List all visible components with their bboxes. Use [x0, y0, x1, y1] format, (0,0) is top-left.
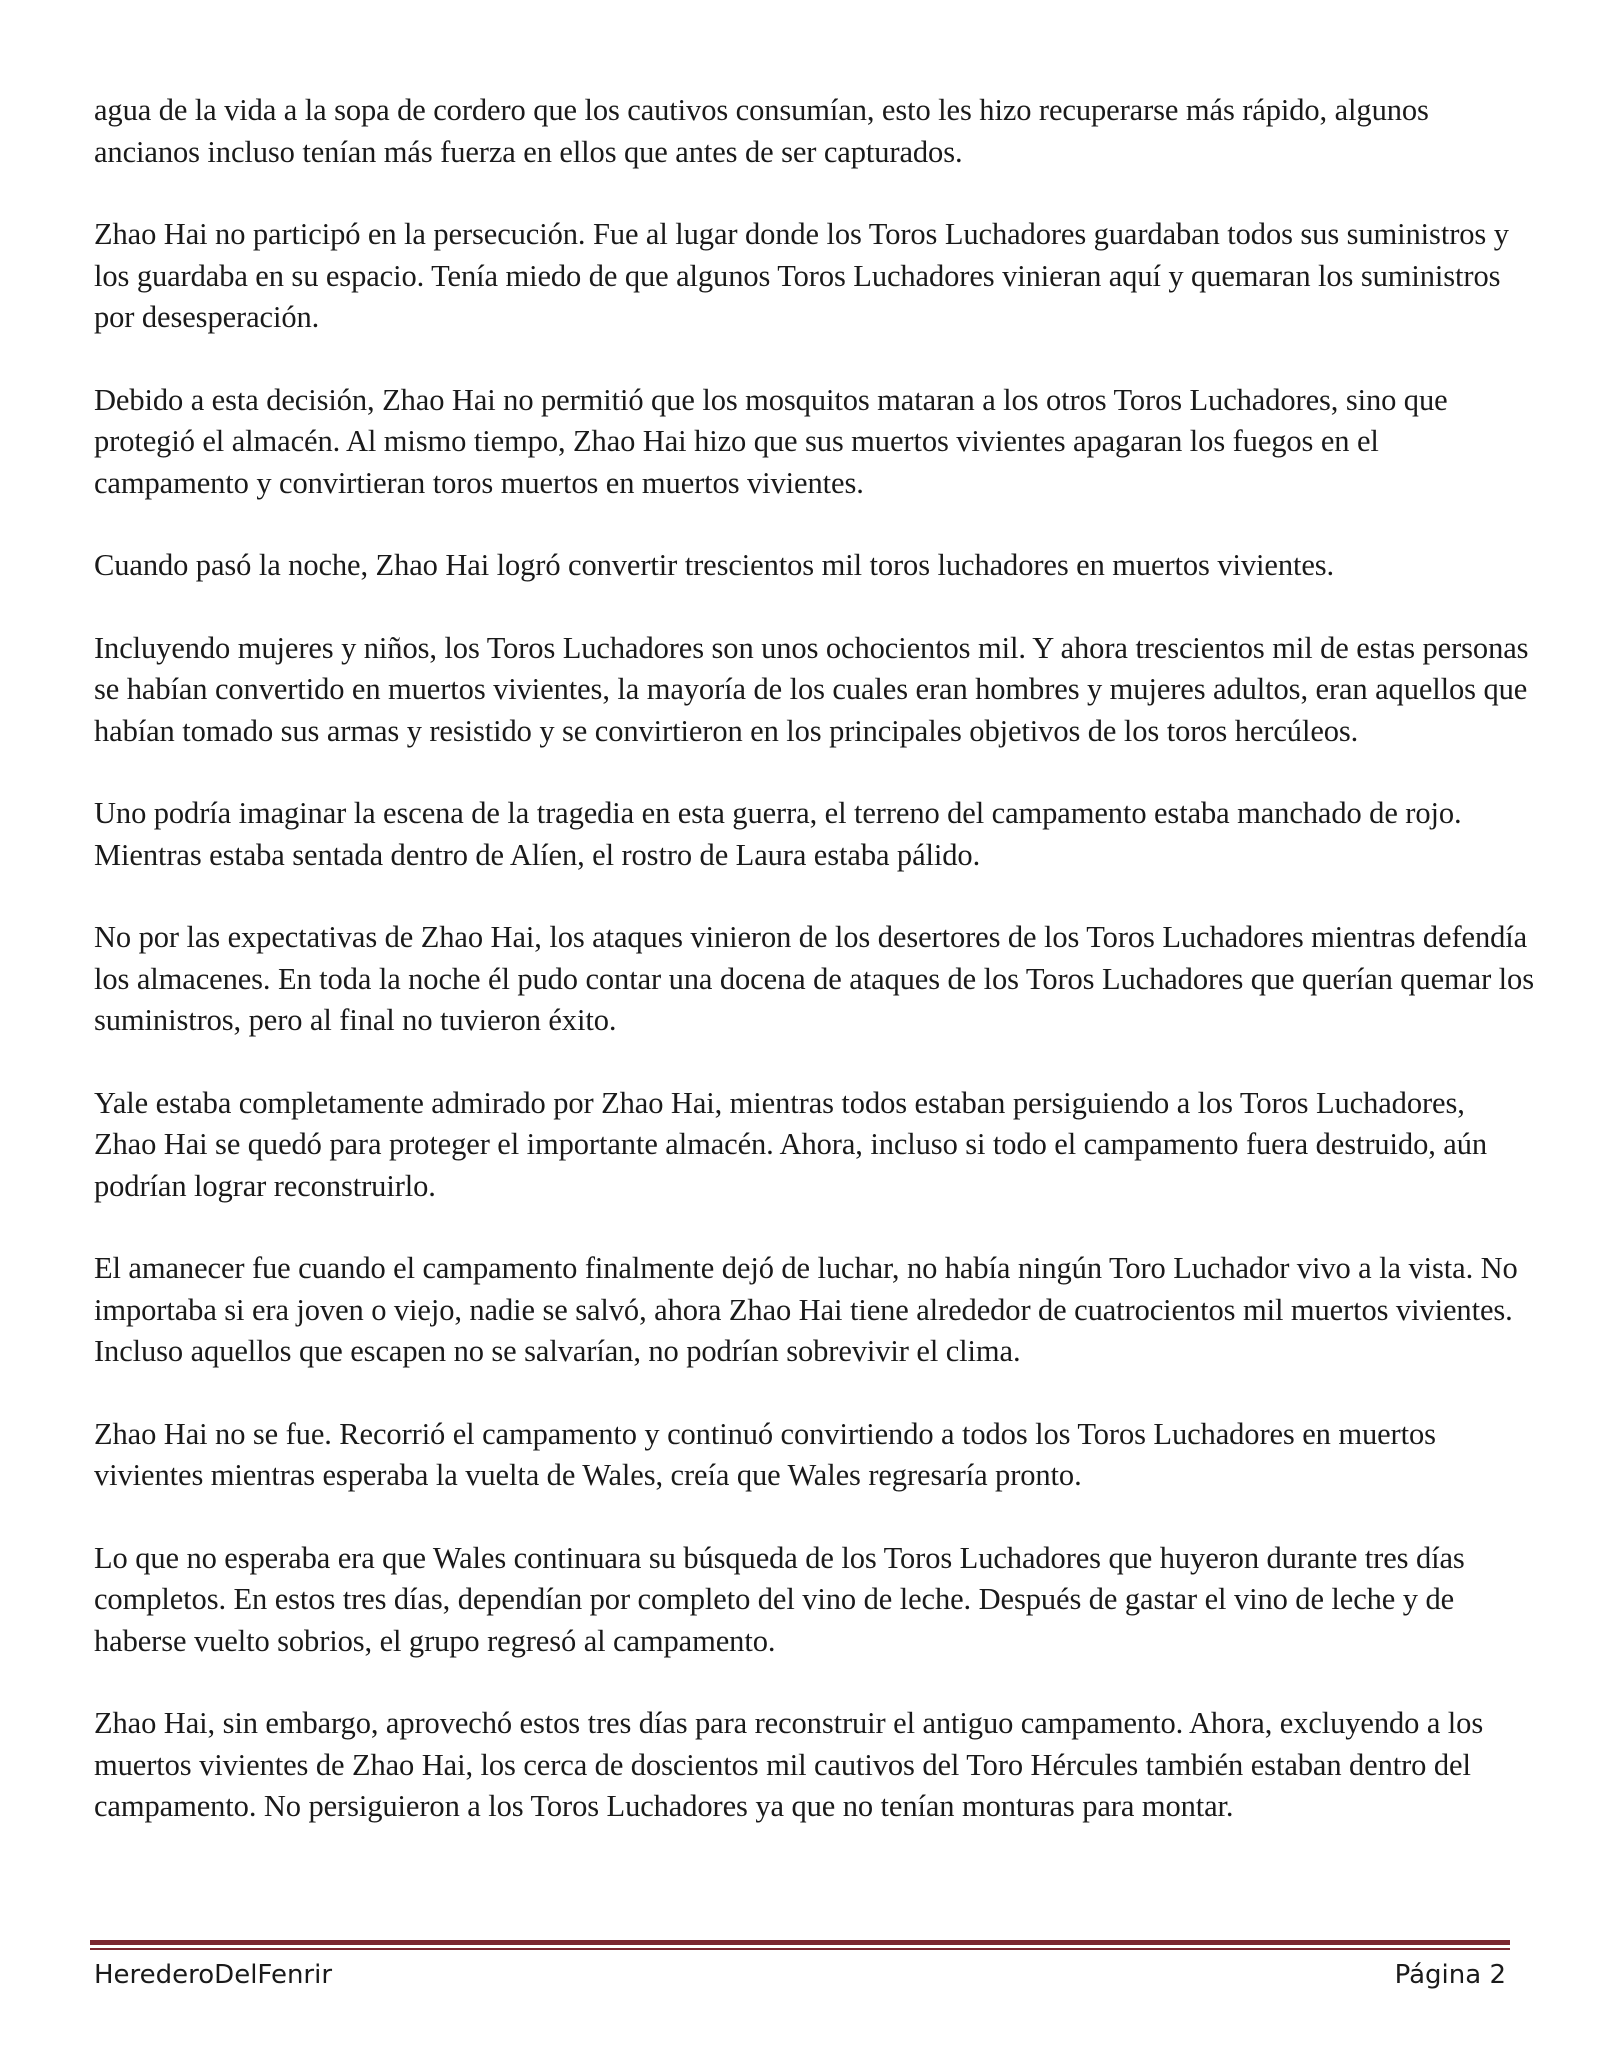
page-footer: [94, 1960, 1506, 1990]
paragraph: agua de la vida a la sopa de cordero que los cautivos consumían, esto les hizo recuperarse más rápido, algunos ancianos incluso tenían más fuerza en ellos que antes de ser capturados.: [94, 93, 1429, 169]
footer-divider-thin-line: [90, 1948, 1510, 1950]
paragraph: No por las expectativas de Zhao Hai, los ataques vinieron de los desertores de los Toros Luchadores mientras defendía los almacenes. En toda la noche él pudo contar una docena de ataques de los Toros Luchadores que querían quemar los suministros, pero al final no tuvieron éxito.: [94, 920, 1534, 1037]
footer-divider-thick-line: [90, 1940, 1510, 1945]
footer-page-number: Página 2: [1394, 1960, 1506, 1990]
paragraph: Zhao Hai, sin embargo, aprovechó estos tres días para reconstruir el antiguo campamento. Ahora, excluyendo a los muertos vivientes de Zhao Hai, los cerca de doscientos mil cautivos del Toro Hércules también estaban dentro del campamento. No persiguieron a los Toros Luchadores ya que no tenían monturas para montar.: [94, 1706, 1484, 1823]
paragraph: Yale estaba completamente admirado por Zhao Hai, mientras todos estaban persiguiendo a los Toros Luchadores, Zhao Hai se quedó para proteger el importante almacén. Ahora, incluso si todo el campamento fuera destruido, aún podrían lograr reconstruirlo.: [94, 1085, 1488, 1203]
document-body: [94, 90, 1534, 1869]
paragraph: Cuando pasó la noche, Zhao Hai logró convertir trescientos mil toros luchadores en muertos vivientes.: [94, 548, 1335, 582]
paragraph: Uno podría imaginar la escena de la tragedia en esta guerra, el terreno del campamento estaba manchado de rojo. Mientras estaba sentada dentro de Alíen, el rostro de Laura estaba pálido.: [94, 796, 1462, 872]
paragraph: El amanecer fue cuando el campamento finalmente dejó de luchar, no había ningún Toro Luchador vivo a la vista. No importaba si era joven o viejo, nadie se salvó, ahora Zhao Hai tiene alrededor de cuatrocientos mil muertos vivientes. Incluso aquellos que escapen no se salvarían, no podrían sobrevivir el clima.: [94, 1251, 1518, 1368]
paragraph: Zhao Hai no participó en la persecución. Fue al lugar donde los Toros Luchadores guardaban todos sus suministros y los guardaba en su espacio. Tenía miedo de que algunos Toros Luchadores vinieran aquí y quemaran los suministros por desesperación.: [94, 217, 1509, 334]
paragraph: Lo que no esperaba era que Wales continuara su búsqueda de los Toros Luchadores que huyeron durante tres días completos. En estos tres días, dependían por completo del vino de leche. Después de gastar el vino de leche y de haberse vuelto sobrios, el grupo regresó al campamento.: [94, 1540, 1465, 1658]
footer-divider: [90, 1940, 1510, 1952]
paragraph: Incluyendo mujeres y niños, los Toros Luchadores son unos ochocientos mil. Y ahora trescientos mil de estas personas se habían convertido en muertos vivientes, la mayoría de los cuales eran hombres y mujeres adultos, eran aquellos que habían tomado sus armas y resistido y se convirtieron en los principales objetivos de los toros hercúleos.: [94, 630, 1529, 748]
paragraph: Zhao Hai no se fue. Recorrió el campamento y continuó convirtiendo a todos los Toros Luchadores en muertos vivientes mientras esperaba la vuelta de Wales, creía que Wales regresaría pronto.: [94, 1416, 1436, 1492]
footer-author: HerederoDelFenrir: [94, 1960, 333, 1990]
paragraph: Debido a esta decisión, Zhao Hai no permitió que los mosquitos mataran a los otros Toros Luchadores, sino que protegió el almacén. Al mismo tiempo, Zhao Hai hizo que sus muertos vivientes apagaran los fuegos en el campamento y convirtieran toros muertos en muertos vivientes.: [94, 382, 1448, 500]
